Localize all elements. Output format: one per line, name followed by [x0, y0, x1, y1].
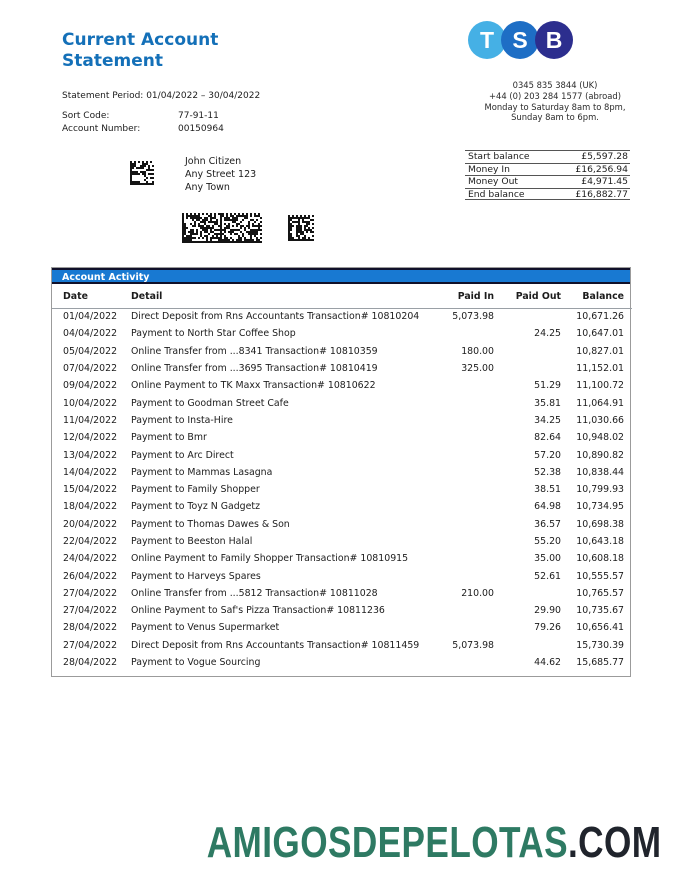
cell-paid-in: [424, 481, 494, 498]
table-row: [52, 481, 632, 498]
balance-value: £4,971.45: [581, 176, 628, 188]
contact-hours-weekday: Monday to Saturday 8am to 8pm,: [484, 101, 626, 112]
cell-balance: 10,647.01: [576, 328, 624, 340]
cell-paid-out: 35.81: [534, 397, 561, 409]
cell-detail: Payment to Family Shopper: [131, 484, 260, 496]
cell-paid-out: 24.25: [534, 328, 561, 340]
watermark-main: AMIGOSDEPELOTAS: [206, 818, 568, 867]
cell-detail: Direct Deposit from Rns Accountants Transaction# 10810204: [131, 311, 420, 323]
table-row: [52, 446, 632, 463]
cell-detail: Payment to Vogue Sourcing: [131, 657, 261, 669]
cell-paid-out: 51.29: [534, 380, 561, 392]
cell-paid-in: 210.00: [461, 587, 494, 599]
cell-date: 12/04/2022: [63, 432, 118, 444]
balance-row-money-out: [465, 175, 630, 188]
account-number-row: [62, 123, 224, 136]
cell-paid-in: [424, 412, 494, 429]
table-row: [52, 637, 632, 654]
activity-table: [52, 284, 632, 671]
cell-detail: Online Payment to TK Maxx Transaction# 10810622: [131, 380, 376, 392]
watermark: [206, 818, 661, 868]
cell-detail: Online Payment to Family Shopper Transaction# 10810915: [131, 553, 409, 565]
table-row: [52, 308, 632, 325]
cell-paid-out: 35.00: [534, 553, 561, 565]
cell-paid-out: [494, 360, 561, 377]
cell-detail: Payment to Arc Direct: [131, 449, 234, 461]
page-title-line1: Current Account: [62, 30, 219, 50]
cell-paid-in: [424, 394, 494, 411]
table-row: [52, 654, 632, 671]
balance-row-start: [465, 150, 630, 163]
activity-table-header-row: [52, 284, 632, 308]
cell-balance: 10,799.93: [576, 484, 624, 496]
cell-paid-out: 52.61: [534, 570, 561, 582]
recipient-name: John Citizen: [185, 156, 242, 167]
recipient-town: Any Town: [185, 181, 230, 193]
column-header-detail: Detail: [131, 284, 424, 308]
balance-label: Money In: [468, 163, 510, 175]
contact-hours-sunday: Sunday 8am to 6pm.: [511, 112, 599, 123]
recipient-street: Any Street 123: [185, 168, 257, 180]
cell-balance: 10,643.18: [576, 536, 624, 547]
cell-balance: 10,735.67: [576, 605, 624, 617]
barcode-wide-icon: [182, 213, 262, 243]
column-header-paid-in: Paid In: [424, 284, 494, 308]
cell-detail: Payment to Venus Supermarket: [131, 622, 280, 634]
cell-detail: Online Transfer from ...5812 Transaction# 10811028: [131, 587, 378, 599]
logo-letter-b: B: [545, 26, 563, 53]
cell-paid-in: [424, 464, 494, 481]
cell-date: 18/04/2022: [63, 501, 118, 513]
cell-balance: 10,671.26: [576, 311, 624, 323]
account-meta: [62, 110, 224, 136]
cell-date: 26/04/2022: [63, 570, 118, 582]
cell-date: 28/04/2022: [63, 622, 118, 634]
table-row: [52, 533, 632, 550]
activity-table-body: [52, 308, 632, 671]
cell-balance: 10,765.57: [576, 587, 624, 599]
cell-paid-out: 55.20: [534, 536, 561, 547]
cell-detail: Direct Deposit from Rns Accountants Transaction# 10811459: [131, 639, 420, 651]
cell-paid-out: [494, 343, 561, 360]
balance-label: Start balance: [468, 151, 530, 163]
contact-phone-uk: 0345 835 3844 (UK): [512, 80, 598, 90]
cell-paid-out: 64.98: [534, 501, 561, 513]
cell-paid-in: [424, 516, 494, 533]
cell-date: 14/04/2022: [63, 466, 118, 478]
cell-detail: Payment to Insta-Hire: [131, 414, 233, 426]
account-activity-header-bar: [52, 268, 630, 284]
cell-date: 27/04/2022: [63, 587, 118, 599]
cell-balance: 11,064.91: [576, 397, 624, 409]
cell-detail: Online Transfer from ...3695 Transaction# 10810419: [131, 363, 378, 375]
cell-date: 11/04/2022: [63, 414, 118, 426]
qr-code-icon: [130, 161, 154, 185]
table-row: [52, 550, 632, 567]
cell-paid-out: [494, 637, 561, 654]
cell-paid-in: [424, 619, 494, 636]
table-row: [52, 498, 632, 515]
cell-balance: 15,685.77: [576, 657, 624, 669]
page-title: [62, 30, 218, 72]
table-row: [52, 325, 632, 342]
logo-letter-s: S: [512, 26, 528, 53]
table-row: [52, 585, 632, 602]
cell-detail: Payment to Harveys Spares: [131, 570, 261, 582]
cell-paid-in: [424, 446, 494, 463]
cell-paid-out: [494, 585, 561, 602]
cell-date: 10/04/2022: [63, 397, 118, 409]
logo-circle-b: [535, 21, 573, 59]
bank-contact-info: [445, 80, 665, 123]
cell-paid-in: [424, 602, 494, 619]
balance-label: End balance: [468, 188, 525, 200]
cell-detail: Payment to Mammas Lasagna: [131, 466, 273, 478]
barcode-small-icon: [288, 215, 314, 241]
cell-date: 27/04/2022: [63, 639, 118, 651]
contact-phone-abroad: +44 (0) 203 284 1577 (abroad): [489, 90, 621, 101]
cell-balance: 10,698.38: [576, 518, 624, 530]
cell-paid-in: 180.00: [461, 345, 494, 357]
recipient-address: [185, 156, 256, 194]
cell-paid-in: [424, 377, 494, 394]
cell-date: 22/04/2022: [63, 536, 118, 547]
cell-paid-in: 5,073.98: [452, 311, 494, 323]
statement-period: [62, 91, 260, 101]
table-row: [52, 516, 632, 533]
cell-paid-in: [424, 654, 494, 671]
cell-balance: 10,656.41: [576, 622, 624, 634]
cell-date: 20/04/2022: [63, 518, 118, 530]
table-row: [52, 567, 632, 584]
cell-detail: Online Transfer from ...8341 Transaction# 10810359: [131, 345, 378, 357]
logo-circle-s: [501, 21, 539, 59]
cell-paid-in: [424, 498, 494, 515]
balance-row-end: [465, 188, 630, 201]
account-number-label: Account Number:: [62, 124, 141, 134]
account-activity-title: Account Activity: [62, 272, 150, 283]
cell-paid-in: [424, 567, 494, 584]
cell-paid-out: 44.62: [534, 657, 561, 669]
cell-detail: Payment to Thomas Dawes & Son: [131, 518, 290, 530]
sort-code-label: Sort Code:: [62, 111, 110, 121]
cell-balance: 11,100.72: [576, 380, 624, 392]
balance-value: £16,256.94: [575, 163, 628, 175]
table-row: [52, 343, 632, 360]
cell-detail: Payment to North Star Coffee Shop: [131, 328, 296, 340]
cell-paid-out: 57.20: [534, 449, 561, 461]
cell-date: 27/04/2022: [63, 605, 118, 617]
cell-balance: 10,734.95: [576, 501, 624, 513]
cell-balance: 10,827.01: [576, 345, 624, 357]
logo-letter-t: T: [479, 26, 495, 53]
cell-paid-in: [424, 550, 494, 567]
cell-balance: 10,555.57: [576, 570, 624, 582]
account-number-value: 00150964: [178, 124, 224, 134]
cell-balance: 10,838.44: [576, 466, 624, 478]
cell-paid-in: [424, 325, 494, 342]
cell-paid-out: 52.38: [534, 466, 561, 478]
cell-paid-out: 38.51: [534, 484, 561, 496]
page-title-line2: Statement: [62, 51, 163, 71]
column-header-balance: Balance: [561, 284, 632, 308]
balance-label: Money Out: [468, 176, 519, 188]
cell-detail: Online Payment to Saf's Pizza Transaction# 10811236: [131, 605, 385, 617]
balance-row-money-in: [465, 163, 630, 176]
cell-detail: Payment to Toyz N Gadgetz: [131, 501, 260, 513]
table-row: [52, 360, 632, 377]
cell-paid-out: 79.26: [534, 622, 561, 634]
balance-value: £5,597.28: [581, 151, 628, 163]
watermark-suffix: .COM: [567, 818, 661, 867]
balance-value: £16,882.77: [575, 188, 628, 200]
table-row: [52, 619, 632, 636]
sort-code-value: 77-91-11: [178, 111, 219, 121]
table-row: [52, 377, 632, 394]
cell-balance: 10,948.02: [576, 432, 624, 444]
statement-period-value: 01/04/2022 – 30/04/2022: [146, 91, 261, 101]
cell-paid-out: 36.57: [534, 518, 561, 530]
cell-date: 15/04/2022: [63, 484, 118, 496]
cell-date: 01/04/2022: [63, 311, 118, 323]
cell-paid-out: 82.64: [534, 432, 561, 444]
table-row: [52, 412, 632, 429]
cell-date: 05/04/2022: [63, 345, 118, 357]
cell-paid-out: 34.25: [534, 414, 561, 426]
cell-paid-out: 29.90: [534, 605, 561, 617]
table-row: [52, 429, 632, 446]
cell-balance: 11,152.01: [576, 363, 624, 375]
cell-date: 04/04/2022: [63, 328, 118, 340]
cell-paid-out: [494, 308, 561, 325]
sort-code-row: [62, 110, 224, 123]
table-row: [52, 394, 632, 411]
cell-detail: Payment to Bmr: [131, 432, 207, 444]
statement-period-label: Statement Period:: [62, 91, 144, 101]
cell-paid-in: 325.00: [461, 363, 494, 375]
column-header-paid-out: Paid Out: [494, 284, 561, 308]
account-activity-section: [51, 267, 631, 677]
cell-detail: Payment to Goodman Street Cafe: [131, 397, 289, 409]
cell-date: 28/04/2022: [63, 657, 118, 669]
cell-date: 07/04/2022: [63, 363, 118, 375]
cell-balance: 10,890.82: [576, 449, 624, 461]
balance-summary-table: [465, 150, 630, 200]
column-header-date: Date: [52, 284, 131, 308]
cell-date: 09/04/2022: [63, 380, 118, 392]
cell-balance: 10,608.18: [576, 553, 624, 565]
cell-paid-in: [424, 533, 494, 550]
cell-detail: Payment to Beeston Halal: [131, 536, 253, 547]
cell-date: 24/04/2022: [63, 553, 118, 565]
cell-balance: 11,030.66: [576, 414, 624, 426]
cell-balance: 15,730.39: [576, 639, 624, 651]
cell-paid-in: 5,073.98: [452, 639, 494, 651]
cell-date: 13/04/2022: [63, 449, 118, 461]
table-row: [52, 602, 632, 619]
table-row: [52, 464, 632, 481]
cell-paid-in: [424, 429, 494, 446]
